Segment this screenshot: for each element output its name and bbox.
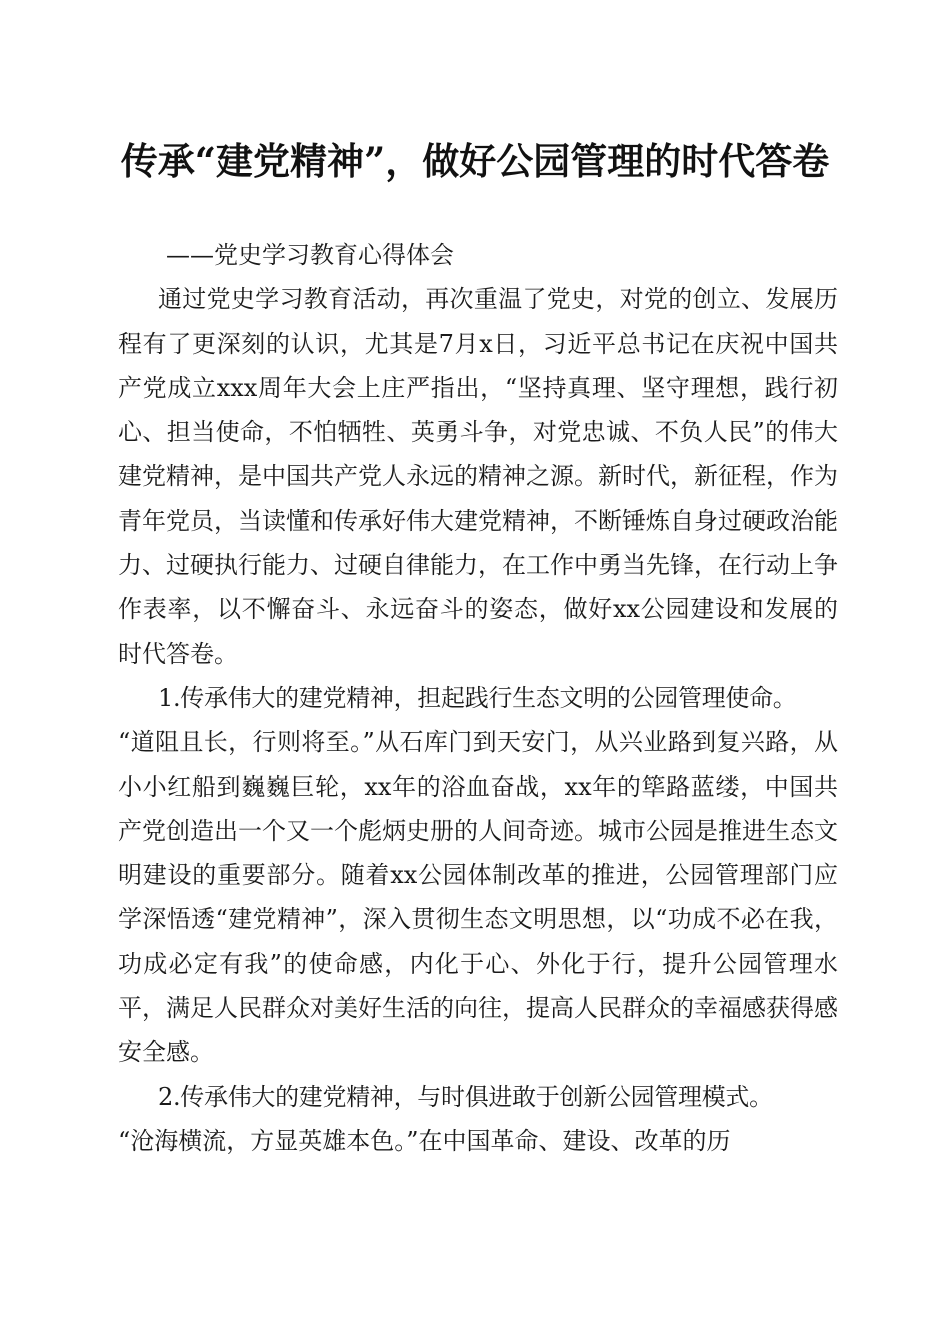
section-1-paragraph: “道阻且长，行则将至。”从石库门到天安门，从兴业路到复兴路，从小小红船到巍巍巨轮，xx年的浴血奋战，xx年的筚路蓝缕，中国共产党创造出一个又一个彪炳史册的人间奇迹。城市公园是推进生态文明建设的重要部分。随着xx公园体制改革的推进，公园管理部门应学深悟透“建党精神”，深入贯彻生态文明思想，以“功成不必在我，功成必定有我”的使命感，内化于心、外化于行，提升公园管理水平，满足人民群众对美好生活的向往，提高人民群众的幸福感获得感安全感。 — [118, 728, 838, 1067]
intro-paragraph: 通过党史学习教育活动，再次重温了党史，对党的创立、发展历程有了更深刻的认识，尤其是7月x日，习近平总书记在庆祝中国共产党成立xxx周年大会上庄严指出，“坚持真理、坚守理想，践行初心、担当使命，不怕牺牲、英勇斗争，对党忠诚、不负人民”的伟大建党精神，是中国共产党人永远的精神之源。新时代，新征程，作为青年党员，当读懂和传承好伟大建党精神，不断锤炼自身过硬政治能力、过硬执行能力、过硬自律能力，在工作中勇当先锋，在行动上争作表率，以不懈奋斗、永远奋斗的姿态，做好xx公园建设和发展的时代答卷。 — [118, 285, 838, 668]
document-subtitle: ——党史学习教育心得体会 — [166, 241, 454, 269]
document-title: 传承“建党精神”，做好公园管理的时代答卷 — [120, 139, 830, 183]
document-body — [118, 233, 838, 1163]
section-1-heading: 1.传承伟大的建党精神，担起践行生态文明的公园管理使命。 — [158, 683, 797, 712]
section-2-paragraph: “沧海横流，方显英雄本色。”在中国革命、建设、改革的历 — [118, 1126, 731, 1155]
section-2-heading: 2.传承伟大的建党精神，与时俱进敢于创新公园管理模式。 — [158, 1082, 773, 1111]
